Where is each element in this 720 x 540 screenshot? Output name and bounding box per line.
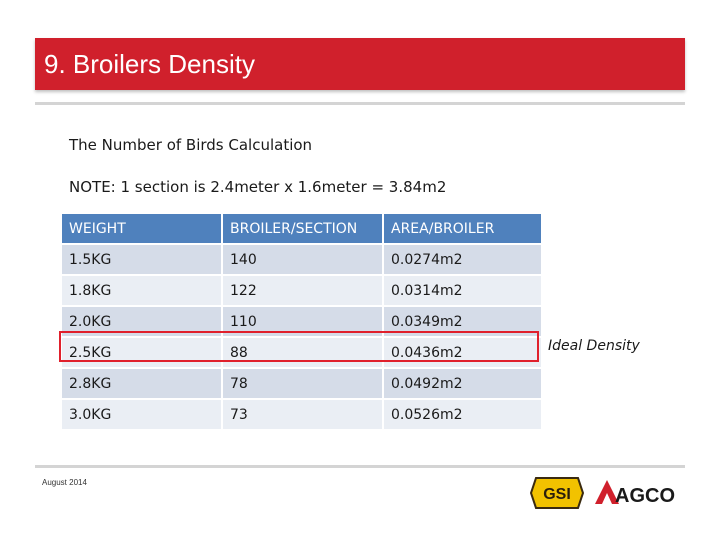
cell-broilers: 110 [222,306,383,337]
slide-title-bar [35,38,685,90]
table-header-row [62,214,542,244]
density-table [62,214,543,431]
cell-area: 0.0526m2 [383,399,542,430]
agco-logo [593,478,689,506]
table-row [62,275,542,306]
cell-area: 0.0492m2 [383,368,542,399]
cell-weight: 2.8KG [62,368,222,399]
cell-broilers: 78 [222,368,383,399]
agco-logo-text: AGCO [615,485,675,506]
cell-weight: 2.5KG [62,337,222,368]
cell-weight: 1.8KG [62,275,222,306]
cell-broilers: 73 [222,399,383,430]
top-divider [35,102,685,105]
bottom-divider [35,465,685,468]
cell-area: 0.0314m2 [383,275,542,306]
cell-broilers: 140 [222,244,383,275]
note-text: NOTE: 1 section is 2.4meter x 1.6meter = 3.84m2 [69,178,447,196]
slide-title: 9. Broilers Density [44,49,255,79]
cell-weight: 2.0KG [62,306,222,337]
cell-broilers: 88 [222,337,383,368]
cell-area: 0.0436m2 [383,337,542,368]
table-row [62,244,542,275]
table-row [62,368,542,399]
gsi-logo-text: GSI [543,486,571,503]
header-area-broiler: AREA/BROILER [383,214,542,244]
cell-area: 0.0349m2 [383,306,542,337]
cell-broilers: 122 [222,275,383,306]
ideal-density-label: Ideal Density [548,338,640,354]
header-broiler-section: BROILER/SECTION [222,214,383,244]
cell-weight: 1.5KG [62,244,222,275]
gsi-logo [530,476,584,510]
table-row [62,399,542,430]
header-weight: WEIGHT [62,214,222,244]
cell-weight: 3.0KG [62,399,222,430]
ideal-density-highlight [59,331,539,362]
cell-area: 0.0274m2 [383,244,542,275]
footer-date: August 2014 [42,478,87,487]
section-subtitle: The Number of Birds Calculation [69,136,313,154]
